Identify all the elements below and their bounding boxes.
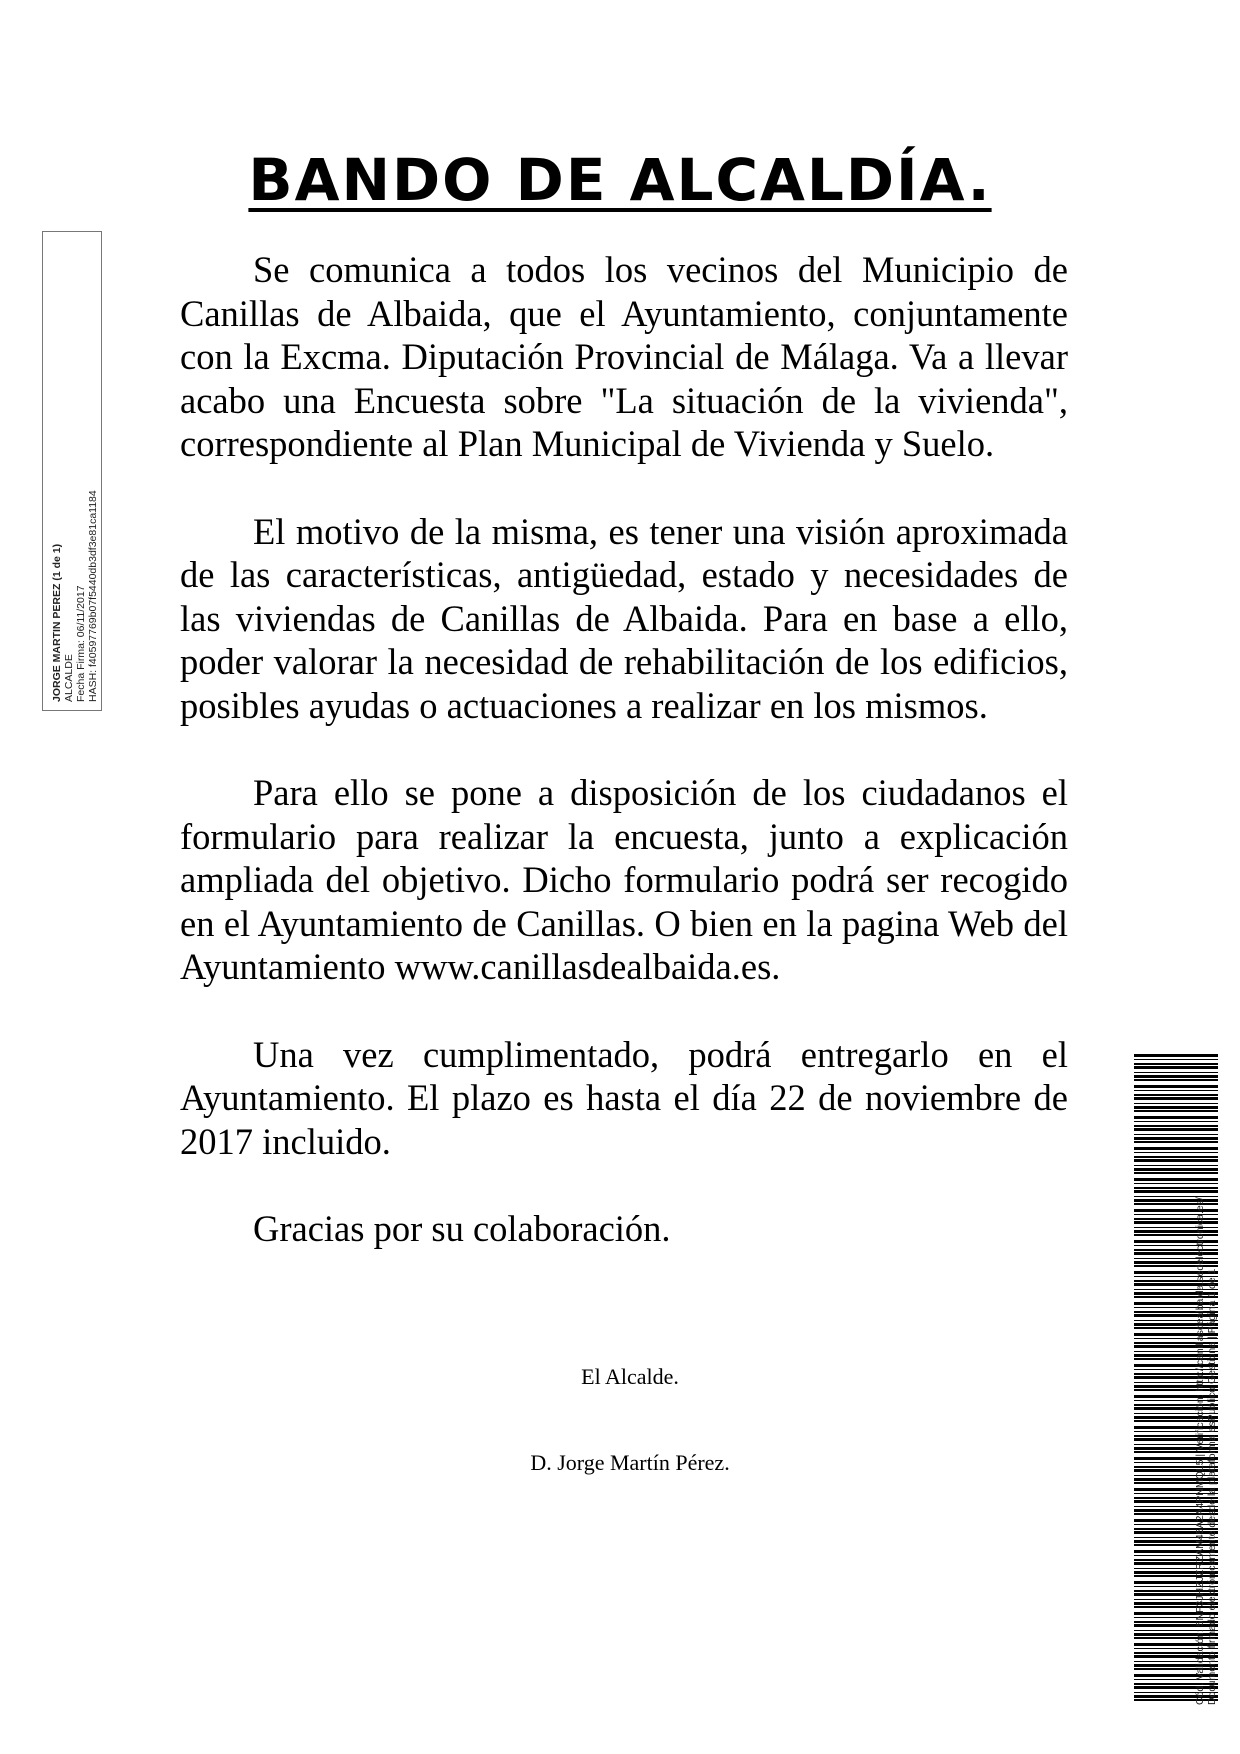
- signer-name: D. Jorge Martín Pérez.: [530, 1450, 730, 1475]
- page-title-text: BANDO DE ALCALDÍA.: [248, 146, 992, 214]
- paragraph-announcement: Se comunica a todos los vecinos del Municipio de Canillas de Albaida, que el Ayuntamiento, conjuntamente con la Excma. Diputación Provincial de Málaga. Va a llevar acabo una Encuesta sobre "La situación de la vivienda", correspondiente al Plan Municipal de Vivienda y Suelo.: [180, 249, 1068, 464]
- signature-date: Fecha Firma: 06/11/2017: [75, 585, 87, 702]
- document-body: [180, 248, 1068, 1295]
- signer-role: El Alcalde.: [581, 1364, 679, 1389]
- signature-role: ALCALDE: [63, 654, 75, 702]
- paragraph-motive: El motivo de la misma, es tener una visión aproximada de las características, antigüedad, estado y necesidades de las viviendas de Canillas de Albaida. Para en base a ello, poder valorar la necesidad de rehabilitación de los edificios, posibles ayudas o actuaciones a realizar en los mismos.: [180, 510, 1068, 726]
- validation-footer: [1194, 1045, 1218, 1705]
- page-title: [0, 140, 1240, 220]
- paragraph-deadline: Una vez cumplimentado, podrá entregarlo en el Ayuntamiento. El plazo es hasta el día 22 de noviembre de 2017 incluido.: [180, 1033, 1068, 1162]
- validation-code: Cód. Validación: 5NF3JHZJZRZAM45A2A4PNMQL5 | Verificación: http://canillasdealbaida.sedelectronica.es/: [1194, 1197, 1206, 1705]
- signature-name: JORGE MARTIN PEREZ (1 de 1): [51, 543, 63, 702]
- paragraph-thanks: Gracias por su colaboración.: [253, 1208, 671, 1249]
- validation-platform: Documento firmado electrónicamente desde la plataforma esPublico Gestiona | Página 1 de 1: [1206, 1268, 1218, 1705]
- paragraph-form: Para ello se pone a disposición de los ciudadanos el formulario para realizar la encuesta, junto a explicación ampliada del objetivo. Dicho formulario podrá ser recogido en el Ayuntamiento de Canillas. O bien en la pagina Web del Ayuntamiento www.canillasdealbaida.es.: [180, 772, 1068, 987]
- signature-hash: HASH: f40597769b07f5440db3df3e81ca1184: [87, 490, 99, 702]
- signature-stamp: [42, 231, 102, 711]
